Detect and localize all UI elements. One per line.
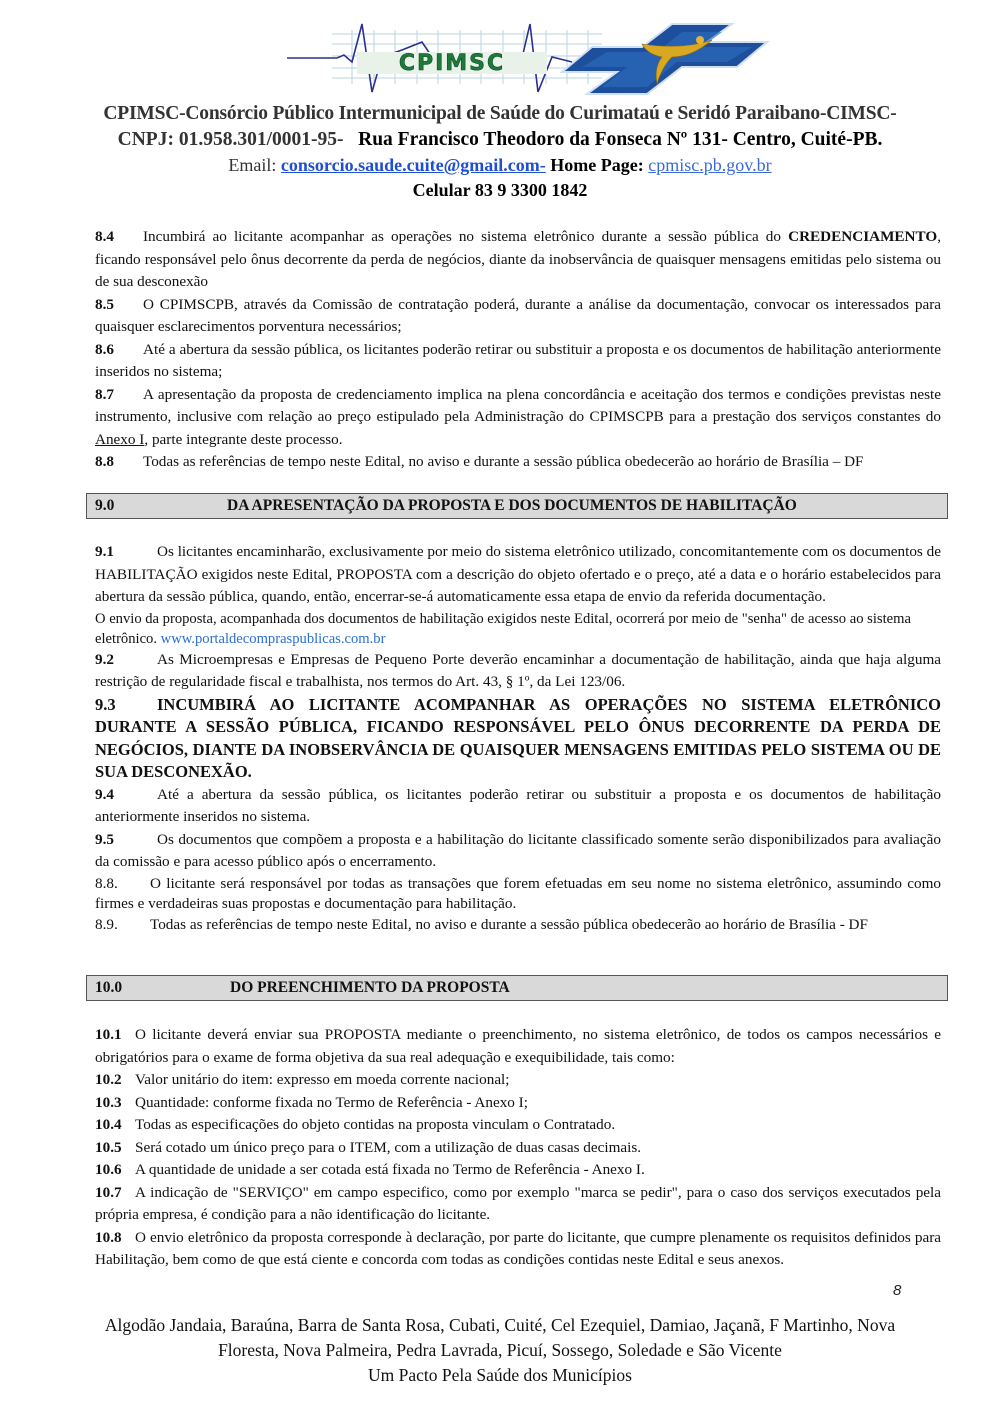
clause-10-4: 10.4 Todas as especificações do objeto contidas na proposta vinculam o Contratado. bbox=[95, 1116, 616, 1133]
address: Rua Francisco Theodoro da Fonseca Nº 131- Centro, Cuité-PB. bbox=[358, 129, 883, 150]
clause-8-8: 8.8 Todas as referências de tempo neste Edital, no aviso e durante a sessão pública obedecerão ao horário de Brasília – DF bbox=[95, 453, 864, 470]
section-9-number: 9.0 bbox=[95, 497, 115, 514]
clause-9-5: 9.5 Os documentos que compõem a proposta e a habilitação do licitante classificado somente serão disponibilizados para avaliação da comissão e para acesso público após o encerramento. bbox=[95, 830, 941, 870]
clause-9-1-note: O envio da proposta, acompanhada dos documentos de habilitação exigidos neste Edital, ocorrerá por meio de "senha" de acesso ao sistema eletrônico. www.portaldecompraspublicas.com.br bbox=[95, 610, 911, 647]
cnpj: CNPJ: 01.958.301/0001-95- bbox=[117, 129, 344, 150]
clause-8-9: 8.9. Todas as referências de tempo neste Edital, no aviso e durante a sessão pública obedecerão ao horário de Brasília - DF bbox=[95, 915, 868, 933]
clause-10-6: 10.6 A quantidade de unidade a ser cotada está fixada no Termo de Referência - Anexo I. bbox=[95, 1161, 645, 1178]
clause-10-3: 10.3 Quantidade: conforme fixada no Termo de Referência - Anexo I; bbox=[95, 1093, 528, 1111]
clause-8-8-repeat: 8.8. O licitante será responsável por todas as transações que forem efetuadas em seu nome no sistema eletrônico, assumindo como firmes e verdadeiras suas propostas e documentação para habilitação. bbox=[95, 874, 941, 912]
clause-9-2: 9.2 As Microempresas e Empresas de Pequeno Porte deverão encaminhar a documentação de habilitação, ainda que haja alguma restrição de regularidade fiscal e trabalhista, nos termos do Art. 43, § 1º, da Lei 123/06. bbox=[95, 650, 941, 690]
clause-8-7: 8.7 A apresentação da proposta de credenciamento implica na plena concordância e aceitação dos termos e condições previstas neste instrumento, inclusive com relação ao preço estipulado pela Administração do CPIMSCPB para a prestação dos serviços constantes do Anexo I, parte integrante deste processo. bbox=[95, 385, 941, 448]
clause-9-4: 9.4 Até a abertura da sessão pública, os licitantes poderão retirar ou substituir a proposta e os documentos de habilitação anteriormente inseridos no sistema. bbox=[95, 785, 941, 825]
anexo-i-link[interactable]: Anexo I bbox=[95, 430, 145, 448]
phone: Celular 83 9 3300 1842 bbox=[412, 180, 588, 200]
homepage-link[interactable]: cpmisc.pb.gov.br bbox=[648, 155, 772, 175]
clause-10-5: 10.5 Será cotado um único preço para o ITEM, com a utilização de duas casas decimais. bbox=[95, 1138, 642, 1156]
footer-municipalities-line1: Algodão Jandaia, Baraúna, Barra de Santa Rosa, Cubati, Cuité, Cel Ezequiel, Damiao, Jaçanã, F Martinho, Nova bbox=[104, 1315, 896, 1335]
footer-slogan: Um Pacto Pela Saúde dos Municípios bbox=[368, 1365, 632, 1385]
org-name: CPIMSC-Consórcio Público Intermunicipal de Saúde do Curimataú e Seridó Paraibano-CIMSC- bbox=[103, 103, 897, 124]
section-10-header bbox=[86, 975, 948, 1001]
cpimsc-logo bbox=[262, 12, 772, 98]
section-10-title: DO PREENCHIMENTO DA PROPOSTA bbox=[230, 979, 510, 996]
clause-10-1: 10.1 O licitante deverá enviar sua PROPOSTA mediante o preenchimento, no sistema eletrônico, de todos os campos necessários e obrigatórios para o exame de forma objetiva da sua real adequação e exequibilidade, tais como: bbox=[95, 1026, 941, 1066]
section-8-items bbox=[95, 226, 941, 474]
section-10-number: 10.0 bbox=[95, 979, 123, 996]
section-9-header bbox=[86, 493, 948, 519]
clause-8-6: 8.6 Até a abertura da sessão pública, os licitantes poderão retirar ou substituir a proposta e os documentos de habilitação anteriormente inseridos no sistema; bbox=[95, 340, 941, 380]
homepage-label: Home Page: bbox=[545, 155, 649, 175]
section-9-title: DA APRESENTAÇÃO DA PROPOSTA E DOS DOCUMENTOS DE HABILITAÇÃO bbox=[227, 497, 797, 514]
clause-8-4: 8.4 Incumbirá ao licitante acompanhar as operações no sistema eletrônico durante a sessão pública do CREDENCIAMENTO, ficando responsável pelo ônus decorrente da perda de negócios, diante da inobservância de quaisquer mensagens emitidas pelo sistema ou de sua desconexão bbox=[95, 228, 941, 290]
logo-graphic bbox=[262, 12, 772, 98]
clause-9-1: 9.1 Os licitantes encaminharão, exclusivamente por meio do sistema eletrônico utilizado, concomitantemente com os documentos de HABILITAÇÃO exigidos neste Edital, PROPOSTA com a descrição do objeto ofertado e o preço, até a data e o horário estabelecidos para abertura da sessão pública, quando, então, encerrar-se-á automaticamente essa etapa de envio da referida documentação. bbox=[95, 543, 941, 605]
section-10-items bbox=[95, 1024, 941, 1272]
footer-municipalities-line2: Floresta, Nova Palmeira, Pedra Lavrada, Picuí, Sossego, Soledade e São Vicente bbox=[218, 1340, 782, 1360]
section-9-items bbox=[95, 541, 941, 936]
email-label: Email: bbox=[228, 155, 281, 175]
page-number: 8 bbox=[893, 1282, 902, 1299]
clause-10-2: 10.2 Valor unitário do item: expresso em moeda corrente nacional; bbox=[95, 1071, 510, 1088]
clause-8-5: 8.5 O CPIMSCPB, através da Comissão de contratação poderá, durante a análise da documentação, convocar os interessados para quaisquer esclarecimentos porventura necessários; bbox=[95, 295, 941, 335]
portal-link[interactable]: www.portaldecompraspublicas.com.br bbox=[160, 630, 386, 647]
email-link[interactable]: consorcio.saude.cuite@gmail.com- bbox=[280, 155, 546, 175]
contact-line bbox=[0, 155, 1000, 176]
clause-10-7: 10.7 A indicação de "SERVIÇO" em campo especifico, como por exemplo "marca se pedir", para o caso dos serviços executados pela própria empresa, é condição para a não identificação do licitante. bbox=[95, 1183, 941, 1223]
svg-text:CPIMSC: CPIMSC bbox=[398, 51, 506, 76]
org-cnpj-address bbox=[0, 129, 1000, 151]
clause-10-8: 10.8 O envio eletrônico da proposta corresponde à declaração, por parte do licitante, que cumpre plenamente os requisitos definidos para Habilitação, bem como de que está ciente e concorda com todas as condições contidas neste Edital e seus anexos. bbox=[95, 1228, 941, 1268]
clause-9-3: 9.3 INCUMBIRÁ AO LICITANTE ACOMPANHAR AS OPERAÇÕES NO SISTEMA ELETRÔNICO DURANTE A SESSÃO PÚBLICA, FICANDO RESPONSÁVEL PELO ÔNUS DECORRENTE DA PERDA DE NEGÓCIOS, DIANTE DA INOBSERVÂNCIA DE QUAISQUER MENSAGENS EMITIDAS PELO SISTEMA OU DE SUA DESCONEXÃO. bbox=[95, 694, 941, 781]
